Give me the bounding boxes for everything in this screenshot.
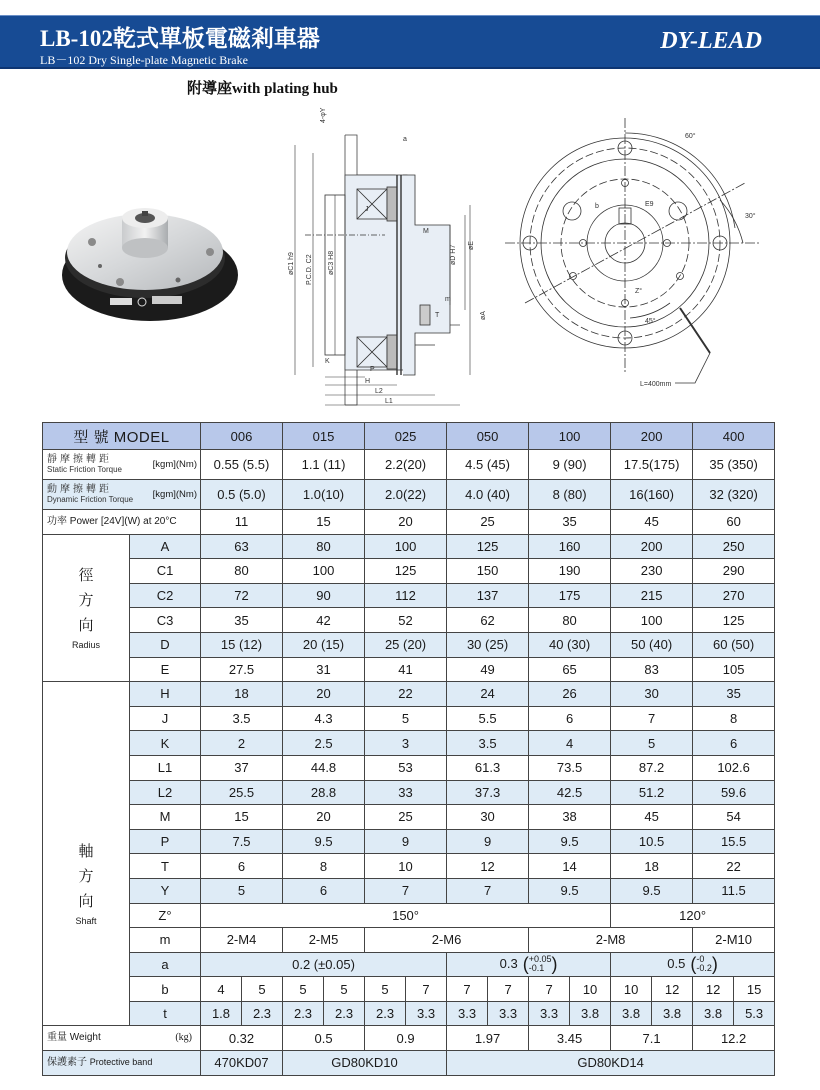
dimension-symbol: C1 <box>130 559 201 584</box>
cell: 9 <box>365 829 447 854</box>
dimension-symbol: a <box>130 952 201 977</box>
dimension-symbol: H <box>130 682 201 707</box>
cell: 61.3 <box>447 755 529 780</box>
cell: 6 <box>201 854 283 879</box>
cell: 30 <box>611 682 693 707</box>
shaft-group-label <box>43 682 130 1026</box>
cell: 9.5 <box>529 878 611 903</box>
cell: 4 <box>201 977 242 1002</box>
cell: 49 <box>447 657 529 682</box>
shaft-row <box>43 682 775 707</box>
label-k: K <box>325 358 330 365</box>
cell: 18 <box>201 682 283 707</box>
cell: 7.1 <box>611 1026 693 1051</box>
cell: 2 <box>201 731 283 756</box>
cell: 33 <box>365 780 447 805</box>
cell: 16(160) <box>611 480 693 510</box>
a-gap-row <box>43 952 775 977</box>
model-col: 200 <box>611 423 693 450</box>
dimension-symbol: t <box>130 1001 201 1026</box>
weight-label: 重量 Weight (kg) <box>43 1026 201 1051</box>
cell: 25.5 <box>201 780 283 805</box>
cell: 35 <box>529 510 611 535</box>
title-banner <box>0 15 820 69</box>
cell: 5 <box>324 977 365 1002</box>
dimension-symbol: b <box>130 977 201 1002</box>
t-row <box>43 1001 775 1026</box>
cell: 3.8 <box>693 1001 734 1026</box>
cell: 54 <box>693 805 775 830</box>
group-label-en: Shaft <box>75 916 97 927</box>
cell: 8 <box>283 854 365 879</box>
shaft-row <box>43 805 775 830</box>
dimension-symbol: m <box>130 928 201 953</box>
cell: 125 <box>365 559 447 584</box>
cell: 73.5 <box>529 755 611 780</box>
cell: 8 (80) <box>529 480 611 510</box>
group-char: 向 <box>78 617 94 635</box>
label-4-y: 4-φY <box>320 107 327 123</box>
cell: 1.97 <box>447 1026 529 1051</box>
cell: 1.0(10) <box>283 480 365 510</box>
dynamic-torque-label: [kgm](Nm) 動摩擦轉距 Dynamic Friction Torque <box>43 480 201 510</box>
radius-row <box>43 559 775 584</box>
cell: 2.3 <box>365 1001 406 1026</box>
title-english: LB－102 Dry Single-plate Magnetic Brake <box>40 53 248 67</box>
cell: 25 <box>365 805 447 830</box>
cell: 72 <box>201 583 283 608</box>
cell: 5.3 <box>734 1001 775 1026</box>
radius-section <box>43 534 775 682</box>
cell: 7 <box>529 977 570 1002</box>
cell: 2.5 <box>283 731 365 756</box>
cell: 3.3 <box>406 1001 447 1026</box>
cell: 53 <box>365 755 447 780</box>
cell: 12 <box>652 977 693 1002</box>
cell: 290 <box>693 559 775 584</box>
cell: 9 <box>447 829 529 854</box>
cell: 9 (90) <box>529 450 611 480</box>
cell: 50 (40) <box>611 632 693 657</box>
paren-open: ( <box>517 953 529 974</box>
cell: 10.5 <box>611 829 693 854</box>
dimension-symbol: Y <box>130 878 201 903</box>
cell: 160 <box>529 534 611 559</box>
dimension-symbol: C2 <box>130 583 201 608</box>
tolerance-lower: -0.2 <box>696 963 712 974</box>
cell: 27.5 <box>201 657 283 682</box>
model-col: 100 <box>529 423 611 450</box>
cell: 3.8 <box>652 1001 693 1026</box>
label-h: H <box>365 378 371 385</box>
model-col: 006 <box>201 423 283 450</box>
cell: 7 <box>406 977 447 1002</box>
cell: 3.5 <box>447 731 529 756</box>
cell: 0.5 (5.0) <box>201 480 283 510</box>
cell: 9.5 <box>611 878 693 903</box>
cell: 7 <box>365 878 447 903</box>
radius-row <box>43 534 775 559</box>
label-lead-length: L=400mm <box>640 381 672 388</box>
cell: 22 <box>365 682 447 707</box>
cell: 9.5 <box>283 829 365 854</box>
cell: 3.3 <box>447 1001 488 1026</box>
cell: 15 (12) <box>201 632 283 657</box>
shaft-row <box>43 706 775 731</box>
cell: 2-M4 <box>201 928 283 953</box>
cell: 15 <box>734 977 775 1002</box>
group-char: 方 <box>78 592 94 610</box>
shaft-row <box>43 878 775 903</box>
tolerance-cell <box>447 952 611 977</box>
group-char: 軸 <box>78 843 94 861</box>
cell: 2.3 <box>283 1001 324 1026</box>
cell: 5 <box>611 731 693 756</box>
cell: 15 <box>201 805 283 830</box>
cell: 4.0 (40) <box>447 480 529 510</box>
cell: 20 <box>283 805 365 830</box>
cell: 6 <box>283 878 365 903</box>
title-chinese: LB-102乾式單板電磁剎車器 <box>40 26 320 51</box>
cell: 25 <box>447 510 529 535</box>
model-col: 025 <box>365 423 447 450</box>
paren-open: ( <box>685 953 697 974</box>
cell: 24 <box>447 682 529 707</box>
front-view-drawing <box>495 108 785 398</box>
cell: 30 <box>447 805 529 830</box>
label-z: Z° <box>635 288 643 295</box>
cell: 215 <box>611 583 693 608</box>
cell: 5 <box>365 706 447 731</box>
cell: 15 <box>283 510 365 535</box>
cell: 25 (20) <box>365 632 447 657</box>
label-a: a <box>403 136 407 143</box>
cell: 90 <box>283 583 365 608</box>
cell: 38 <box>529 805 611 830</box>
cell: 175 <box>529 583 611 608</box>
label-c3: øC3 H8 <box>328 250 335 275</box>
cell: 65 <box>529 657 611 682</box>
cell: 35 <box>201 608 283 633</box>
cell: 30 (25) <box>447 632 529 657</box>
product-photo <box>50 180 250 330</box>
cell: 11 <box>201 510 283 535</box>
z-angle-row <box>43 903 775 928</box>
cell: 8 <box>693 706 775 731</box>
cell: 28.8 <box>283 780 365 805</box>
cell: 15.5 <box>693 829 775 854</box>
label-j: J <box>365 206 369 213</box>
label-b: b <box>595 203 599 210</box>
cell: 80 <box>529 608 611 633</box>
cell: 250 <box>693 534 775 559</box>
label-m-screw: m <box>445 296 451 303</box>
cell: 2.0(22) <box>365 480 447 510</box>
cell: 3.45 <box>529 1026 611 1051</box>
label-pcd: P.C.D. C2 <box>306 254 313 285</box>
subtitle: 附導座with plating hub <box>187 81 338 97</box>
cell: 4 <box>529 731 611 756</box>
radius-row <box>43 583 775 608</box>
shaft-row <box>43 731 775 756</box>
cell: 2.3 <box>324 1001 365 1026</box>
cell: 20 <box>365 510 447 535</box>
radius-group-label <box>43 534 130 682</box>
tolerance-cell <box>611 952 775 977</box>
cell: 52 <box>365 608 447 633</box>
label-m-dim: M <box>423 228 429 235</box>
cell: 12 <box>447 854 529 879</box>
dimension-symbol: C3 <box>130 608 201 633</box>
cell: 59.6 <box>693 780 775 805</box>
dimension-symbol: M <box>130 805 201 830</box>
cell: 1.1 (11) <box>283 450 365 480</box>
cell: 22 <box>693 854 775 879</box>
cell: 26 <box>529 682 611 707</box>
tolerance-base: 0.3 <box>499 955 518 971</box>
cell: 230 <box>611 559 693 584</box>
shaft-section <box>43 682 775 1026</box>
cell: 45 <box>611 805 693 830</box>
label-t: T <box>435 312 440 319</box>
cell: 7 <box>447 977 488 1002</box>
cell: 12 <box>693 977 734 1002</box>
dimension-symbol: L2 <box>130 780 201 805</box>
cell: 7.5 <box>201 829 283 854</box>
cell: 35 <box>693 682 775 707</box>
dynamic-torque-row <box>43 480 775 510</box>
cell: 51.2 <box>611 780 693 805</box>
side-section-drawing <box>285 105 490 415</box>
cell: 5.5 <box>447 706 529 731</box>
cell: 5 <box>283 977 324 1002</box>
brand-logo: DY-LEAD <box>660 28 762 54</box>
protective-band-label: 保護素子 Protective band <box>43 1051 201 1076</box>
cell: 37.3 <box>447 780 529 805</box>
cell: 120° <box>611 903 775 928</box>
cell: 32 (320) <box>693 480 775 510</box>
group-char: 方 <box>78 868 94 886</box>
cell: 150 <box>447 559 529 584</box>
b-row <box>43 977 775 1002</box>
cell: 112 <box>365 583 447 608</box>
cell: 100 <box>283 559 365 584</box>
cell: 1.8 <box>201 1001 242 1026</box>
cell: 20 (15) <box>283 632 365 657</box>
cell: 470KD07 <box>201 1051 283 1076</box>
cell: 42 <box>283 608 365 633</box>
model-col: 400 <box>693 423 775 450</box>
cell: 4.5 (45) <box>447 450 529 480</box>
cell: 102.6 <box>693 755 775 780</box>
shaft-row <box>43 854 775 879</box>
cell: 87.2 <box>611 755 693 780</box>
tolerance-upper: +0.05 <box>528 954 552 965</box>
cell: 63 <box>201 534 283 559</box>
cell: 80 <box>283 534 365 559</box>
label-d: øD H7 <box>450 244 457 265</box>
cell: 3.3 <box>529 1001 570 1026</box>
cell: GD80KD10 <box>283 1051 447 1076</box>
group-label-en: Radius <box>71 640 100 651</box>
header-row <box>43 423 775 450</box>
cell: 0.5 <box>283 1026 365 1051</box>
cell: 6 <box>529 706 611 731</box>
cell: 137 <box>447 583 529 608</box>
cell: 2-M6 <box>365 928 529 953</box>
cell: 270 <box>693 583 775 608</box>
cell: 6 <box>693 731 775 756</box>
tolerance-lower: -0.1 <box>528 963 545 974</box>
cell: 44.8 <box>283 755 365 780</box>
tolerance-base: 0.5 <box>667 955 686 971</box>
cell: 60 <box>693 510 775 535</box>
cell: 2.2(20) <box>365 450 447 480</box>
label-c1: øC1 h9 <box>288 252 295 275</box>
cell: 2-M8 <box>529 928 693 953</box>
cell: 2-M10 <box>693 928 775 953</box>
dimension-symbol: T <box>130 854 201 879</box>
label-60-degree: 60° <box>685 133 696 140</box>
cell: 37 <box>201 755 283 780</box>
dimension-symbol: E <box>130 657 201 682</box>
paren-close: ) <box>551 953 558 974</box>
cell: 45 <box>611 510 693 535</box>
cell: 3.3 <box>488 1001 529 1026</box>
radius-row <box>43 608 775 633</box>
label-l2: L2 <box>375 388 383 395</box>
cell: 3.8 <box>570 1001 611 1026</box>
cell: 100 <box>611 608 693 633</box>
protective-band-row <box>43 1051 775 1076</box>
label-l1: L1 <box>385 398 393 405</box>
cell: 190 <box>529 559 611 584</box>
cell: 83 <box>611 657 693 682</box>
cell: 150° <box>201 903 611 928</box>
model-col: 050 <box>447 423 529 450</box>
cell: 5 <box>242 977 283 1002</box>
cell: 125 <box>447 534 529 559</box>
cell: 2-M5 <box>283 928 365 953</box>
shaft-row <box>43 780 775 805</box>
dimension-symbol: Z° <box>130 903 201 928</box>
radius-row <box>43 632 775 657</box>
model-header: 型 號 MODEL <box>43 423 201 450</box>
cell: GD80KD14 <box>447 1051 775 1076</box>
cell: 10 <box>570 977 611 1002</box>
paren-close: ) <box>711 953 718 974</box>
label-e: øE <box>468 241 475 250</box>
cell: 17.5(175) <box>611 450 693 480</box>
spec-table <box>42 422 775 1076</box>
dimension-symbol: P <box>130 829 201 854</box>
cell: 100 <box>365 534 447 559</box>
cell: 62 <box>447 608 529 633</box>
model-col: 015 <box>283 423 365 450</box>
cell: 10 <box>611 977 652 1002</box>
static-torque-row <box>43 450 775 480</box>
cell: 0.32 <box>201 1026 283 1051</box>
dimension-symbol: A <box>130 534 201 559</box>
dimension-symbol: K <box>130 731 201 756</box>
cell: 9.5 <box>529 829 611 854</box>
cell: 2.3 <box>242 1001 283 1026</box>
dimension-symbol: J <box>130 706 201 731</box>
label-p: P <box>370 366 375 373</box>
cell: 3 <box>365 731 447 756</box>
group-char: 徑 <box>78 567 94 585</box>
shaft-row <box>43 755 775 780</box>
cell: 40 (30) <box>529 632 611 657</box>
cell: 60 (50) <box>693 632 775 657</box>
cell: 80 <box>201 559 283 584</box>
group-char: 向 <box>78 893 94 911</box>
power-label: 功率 Power [24V](W) at 20°C <box>43 510 201 535</box>
cell: 11.5 <box>693 878 775 903</box>
dimension-symbol: L1 <box>130 755 201 780</box>
cell: 18 <box>611 854 693 879</box>
cell: 0.55 (5.5) <box>201 450 283 480</box>
tolerance-upper: -0 <box>696 954 705 965</box>
cell: 41 <box>365 657 447 682</box>
cell: 20 <box>283 682 365 707</box>
cell: 200 <box>611 534 693 559</box>
label-45-degree: 45° <box>645 318 656 325</box>
power-row <box>43 510 775 535</box>
cell: 7 <box>488 977 529 1002</box>
cell: 5 <box>201 878 283 903</box>
cell: 7 <box>447 878 529 903</box>
cell: 0.2 (±0.05) <box>201 952 447 977</box>
cell: 0.9 <box>365 1026 447 1051</box>
cell: 7 <box>611 706 693 731</box>
weight-row <box>43 1026 775 1051</box>
cell: 31 <box>283 657 365 682</box>
cell: 125 <box>693 608 775 633</box>
cell: 3.5 <box>201 706 283 731</box>
tolerance-limits <box>696 955 712 973</box>
static-torque-label: [kgm](Nm) 靜摩擦轉距 Static Friction Torque <box>43 450 201 480</box>
label-30-degree: 30° <box>745 213 756 220</box>
dimension-symbol: D <box>130 632 201 657</box>
m-screw-row <box>43 928 775 953</box>
label-e9: E9 <box>645 201 654 208</box>
cell: 5 <box>365 977 406 1002</box>
tolerance-limits <box>529 955 552 973</box>
cell: 3.8 <box>611 1001 652 1026</box>
shaft-row <box>43 829 775 854</box>
cell: 105 <box>693 657 775 682</box>
cell: 42.5 <box>529 780 611 805</box>
cell: 14 <box>529 854 611 879</box>
cell: 4.3 <box>283 706 365 731</box>
radius-row <box>43 657 775 682</box>
cell: 10 <box>365 854 447 879</box>
cell: 12.2 <box>693 1026 775 1051</box>
label-a-dia: øA <box>480 311 487 320</box>
cell: 35 (350) <box>693 450 775 480</box>
